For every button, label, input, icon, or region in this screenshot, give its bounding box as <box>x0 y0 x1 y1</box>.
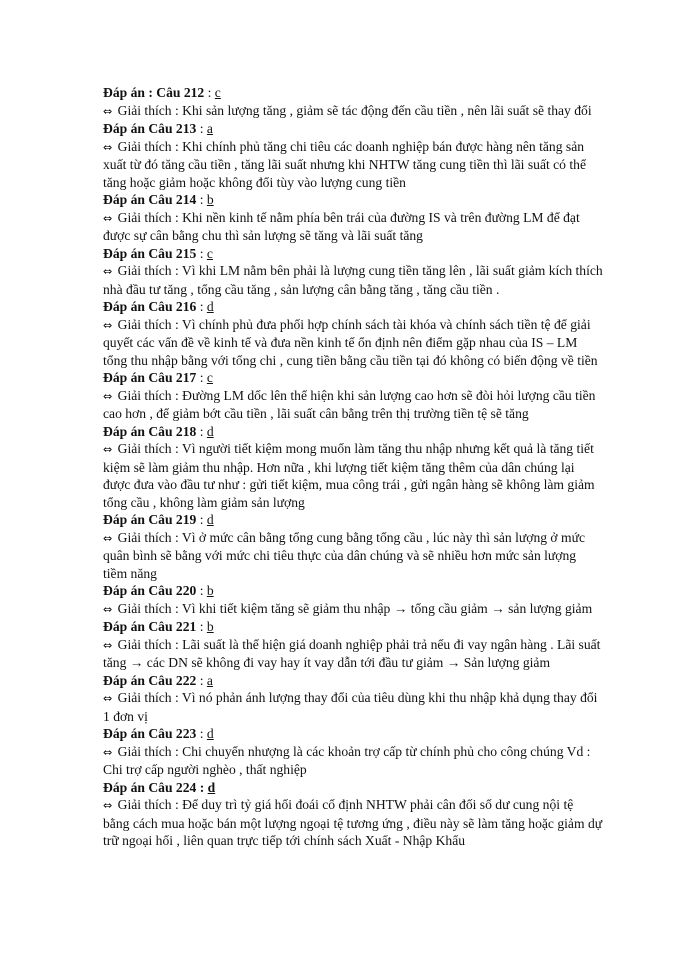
double-arrow-icon: ⇔ <box>103 104 113 118</box>
answer-entry-220 <box>103 582 603 618</box>
explanation <box>103 102 603 121</box>
answer-choice: d <box>207 779 216 795</box>
explanation-text: Giải thích : Lãi suất là thể hiện giá doanh nghiệp phải trả nếu đi vay ngân hàng . Lãi suất tăng → các DN sẽ không đi vay hay ít vay dẫn tới đầu tư giảm → Sản lượng giảm <box>103 636 601 670</box>
answer-entry-213 <box>103 120 603 191</box>
answer-entry-223 <box>103 725 603 779</box>
answer-heading: Đáp án Câu 215 : c <box>103 245 213 261</box>
explanation <box>103 600 603 619</box>
answer-label: Đáp án Câu 220 <box>103 583 197 598</box>
answer-choice: b <box>206 619 214 634</box>
explanation <box>103 262 603 298</box>
explanation <box>103 316 603 370</box>
answer-entry-215 <box>103 245 603 299</box>
answer-label: Đáp án Câu 213 <box>103 121 197 136</box>
double-arrow-icon: ⇔ <box>103 745 113 759</box>
answer-choice: c <box>206 370 213 385</box>
explanation-text: Giải thích : Khi sản lượng tăng , giảm sẽ tác động đến cầu tiền , nên lãi suất sẽ thay đổi <box>117 102 592 118</box>
explanation-text: Giải thích : Vì nó phản ánh lượng thay đổi của tiêu dùng khi thu nhập khả dụng thay đổi 1 đơn vị <box>103 690 598 724</box>
answer-label: Đáp án Câu 221 <box>103 619 197 634</box>
answer-heading: Đáp án Câu 221 : b <box>103 619 214 634</box>
answer-choice: a <box>206 121 213 136</box>
answer-entry-219 <box>103 511 603 582</box>
answer-label: Đáp án Câu 214 <box>103 192 197 207</box>
double-arrow-icon: ⇔ <box>103 799 113 812</box>
double-arrow-icon: ⇔ <box>103 389 113 403</box>
answer-label: Đáp án Câu 218 <box>103 423 197 439</box>
answer-label: Đáp án Câu 224 <box>103 779 197 795</box>
double-arrow-icon: ⇔ <box>103 140 113 154</box>
answer-entry-224 <box>103 779 603 850</box>
answer-document <box>103 84 603 850</box>
explanation-text: Giải thích : Để duy trì tỷ giá hối đoái cố định NHTW phải cân đối số dư cung nội tệ bằng cách mua hoặc bán một lượng ngoại tệ tương ứng , điều này sẽ làm tăng hoặc giảm dự trữ ngoại hối , liên quan trực tiếp tới chính sách Xuất - Nhập Khẩu <box>103 797 603 848</box>
answer-heading: Đáp án Câu 217 : c <box>103 370 213 385</box>
answer-choice: d <box>206 726 214 741</box>
double-arrow-icon: ⇔ <box>103 443 113 456</box>
double-arrow-icon: ⇔ <box>103 638 113 652</box>
answer-label: Đáp án Câu 222 <box>103 672 197 688</box>
answer-entry-218 <box>103 423 603 512</box>
answer-label: Đáp án Câu 216 <box>103 299 197 314</box>
answer-label: Đáp án Câu 217 <box>103 370 197 385</box>
answer-label: Đáp án : Câu 212 <box>103 85 205 100</box>
answer-choice: d <box>206 423 214 439</box>
explanation-text: Giải thích : Vì khi LM nằm bên phải là lượng cung tiền tăng lên , lãi suất giảm kích thích nhà đầu tư tăng , tổng cầu tăng , sản lượng cân bằng tăng , tăng cầu tiền . <box>103 263 603 297</box>
answer-choice: b <box>206 583 214 598</box>
answer-label: Đáp án Câu 215 <box>103 245 197 261</box>
answer-label: Đáp án Câu 223 <box>103 726 197 741</box>
answer-heading: Đáp án : Câu 212 : c <box>103 85 221 100</box>
answer-choice: b <box>206 192 214 207</box>
explanation-text: Giải thích : Vì chính phủ đưa phối hợp chính sách tài khóa và chính sách tiền tệ để giải quyết các vấn đề về kinh tế và đưa nền kinh tế ổn định nên điểm gặp nhau của IS – LM tổng thu nhập bằng với tổng chi , cung tiền bằng cầu tiền tại đó không có biến động về tiền <box>103 316 598 368</box>
explanation <box>103 796 603 850</box>
answer-heading: Đáp án Câu 213 : a <box>103 121 213 136</box>
explanation <box>103 529 603 583</box>
explanation-text: Giải thích : Đường LM dốc lên thể hiện khi sản lượng cao hơn sẽ đòi hỏi lượng cầu tiền cao hơn , để giảm bớt cầu tiền , lãi suất cân bằng trên thị trường tiền tệ sẽ tăng <box>103 387 596 421</box>
explanation-text: Giải thích : Chi chuyển nhượng là các khoản trợ cấp từ chính phủ cho công chúng Vd : Chi trợ cấp người nghèo , thất nghiệp <box>103 743 591 777</box>
explanation <box>103 138 603 192</box>
explanation-text: Giải thích : Vì ở mức cân bằng tổng cung bằng tổng cầu , lúc này thì sản lượng ở mức quân bình sẽ bằng với mức chi tiêu thực của dân chúng và sẽ nhiều hơn mức sản lượng tiềm năng <box>103 529 585 581</box>
double-arrow-icon: ⇔ <box>103 318 113 332</box>
explanation <box>103 743 603 779</box>
explanation-text: Giải thích : Vì khi tiết kiệm tăng sẽ giảm thu nhập → tổng cầu giảm → sản lượng giảm <box>117 600 593 616</box>
answer-heading: Đáp án Câu 216 : d <box>103 299 214 314</box>
explanation <box>103 440 603 511</box>
double-arrow-icon: ⇔ <box>103 265 113 278</box>
explanation-text: Giải thích : Khi nền kinh tế nằm phía bên trái của đường IS và trên đường LM để đạt được sự cân bằng chu thì sản lượng sẽ tăng và lãi suất tăng <box>103 209 580 243</box>
answer-choice: d <box>206 299 214 314</box>
answer-choice: c <box>214 85 221 100</box>
answer-label: Đáp án Câu 219 <box>103 512 197 527</box>
double-arrow-icon: ⇔ <box>103 692 113 705</box>
answer-heading: Đáp án Câu 214 : b <box>103 192 214 207</box>
answer-choice: c <box>206 245 213 261</box>
answer-entry-222 <box>103 672 603 726</box>
answer-entry-212 <box>103 84 603 120</box>
double-arrow-icon: ⇔ <box>103 211 113 225</box>
answer-heading: Đáp án Câu 218 : d <box>103 423 214 439</box>
answer-entry-214 <box>103 191 603 245</box>
answer-choice: d <box>206 512 214 527</box>
explanation <box>103 636 603 672</box>
explanation <box>103 387 603 423</box>
answer-entry-217 <box>103 369 603 423</box>
double-arrow-icon: ⇔ <box>103 531 113 545</box>
answer-heading: Đáp án Câu 224 : d <box>103 779 216 795</box>
answer-entry-216 <box>103 298 603 369</box>
answer-choice: a <box>206 672 213 688</box>
explanation-text: Giải thích : Vì người tiết kiệm mong muốn làm tăng thu nhập nhưng kết quả là tăng tiết kiệm sẽ làm giảm thu nhập. Hơn nữa , khi lượng tiết kiệm tăng thêm của dân chúng lại được đưa vào đầu tư như : gửi tiết kiệm, mua công trái , gửi ngân hàng sẽ không làm giảm tổng cầu , không làm giảm sản lượng <box>103 441 595 510</box>
explanation <box>103 209 603 245</box>
answer-heading: Đáp án Câu 223 : d <box>103 726 214 741</box>
answer-entry-221 <box>103 618 603 672</box>
double-arrow-icon: ⇔ <box>103 602 113 616</box>
answer-heading: Đáp án Câu 220 : b <box>103 583 214 598</box>
answer-heading: Đáp án Câu 219 : d <box>103 512 214 527</box>
explanation-text: Giải thích : Khi chính phủ tăng chi tiêu các doanh nghiệp bán được hàng nên tăng sản xuất từ đó tăng cầu tiền , tăng lãi suất nhưng khi NHTW tăng cung tiền thì lãi suất có thể tăng hoặc giảm hoặc không đổi tùy vào lượng cung tiền <box>103 138 586 190</box>
answer-heading: Đáp án Câu 222 : a <box>103 672 213 688</box>
explanation <box>103 689 603 725</box>
